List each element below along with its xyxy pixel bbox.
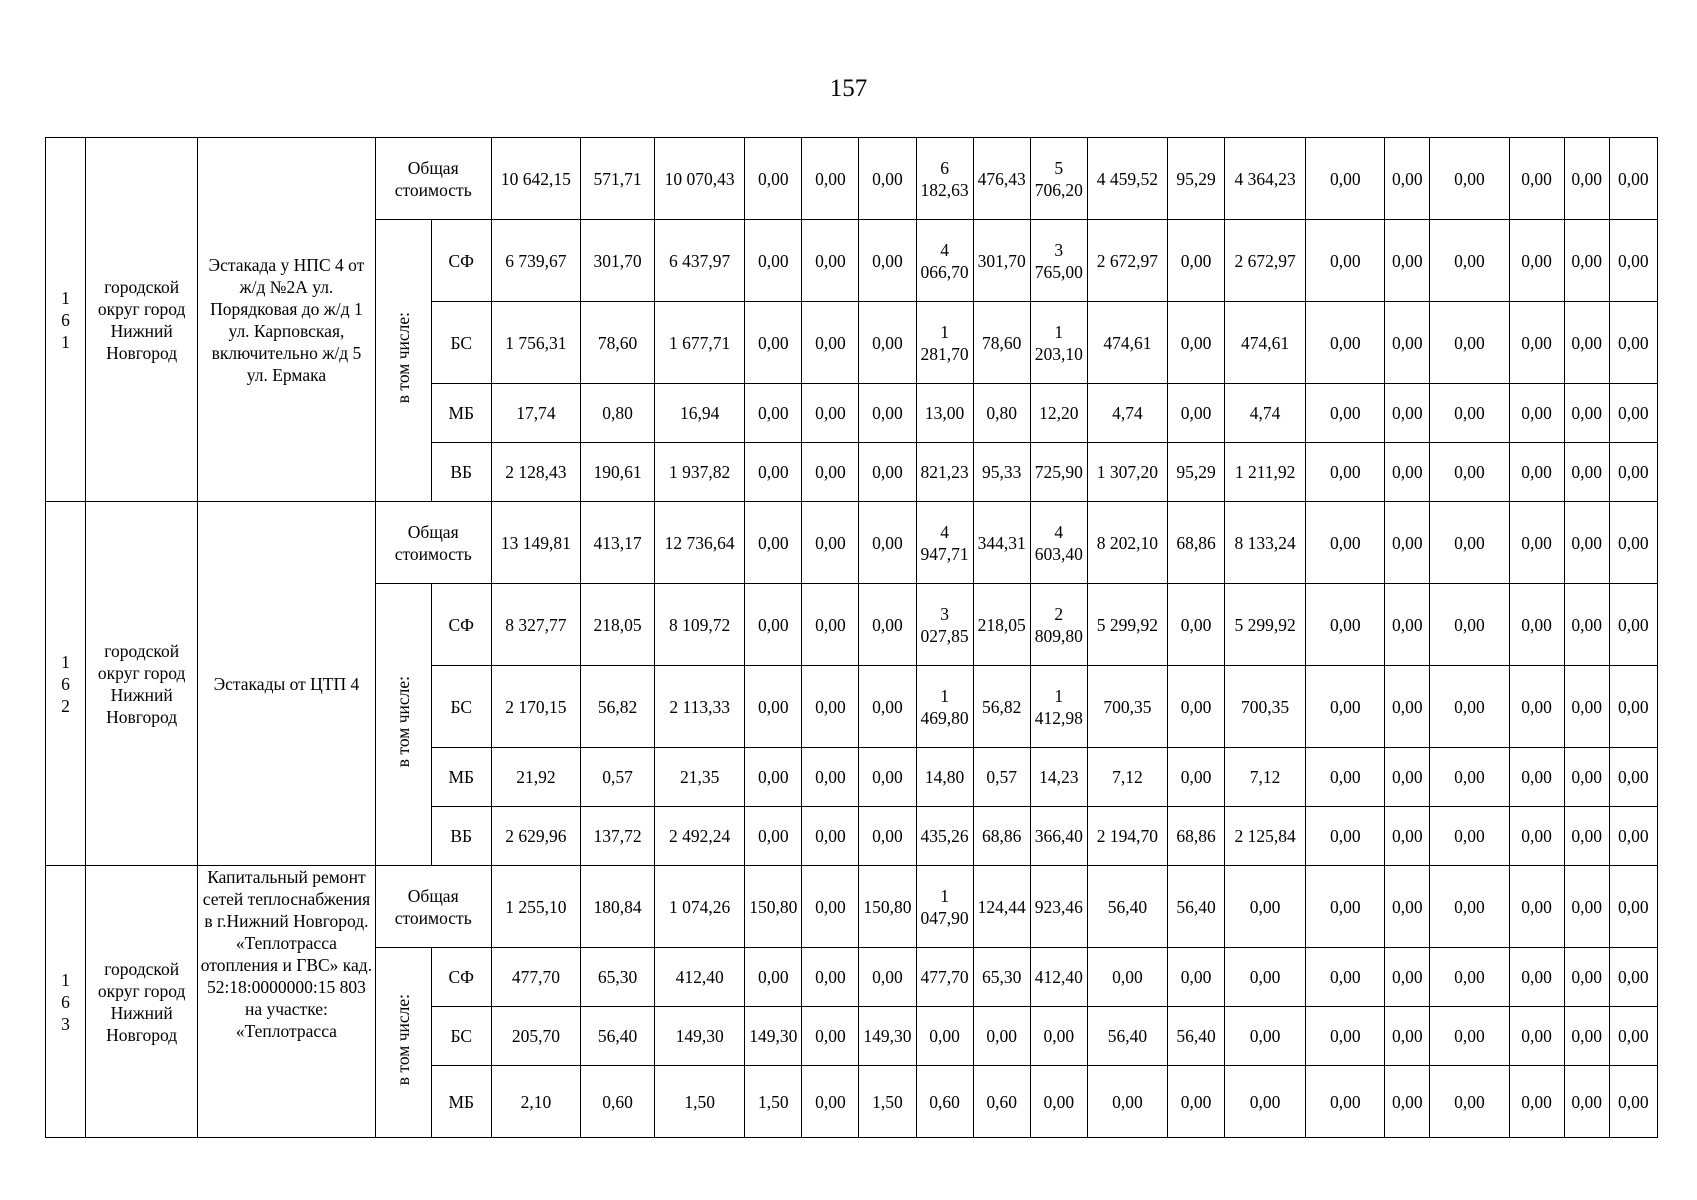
value-cell: 1 937,82 [655,443,745,502]
value-cell: 0,80 [580,384,654,443]
value-cell: 0,00 [1430,1066,1509,1138]
value-cell: 8 327,77 [491,584,580,666]
value-cell: 0,00 [802,948,859,1007]
value-cell: 0,00 [1167,666,1224,748]
value-cell: 0,00 [859,220,916,302]
value-cell: 0,00 [1564,948,1609,1007]
value-cell: 0,00 [1167,302,1224,384]
value-cell: 0,00 [1430,220,1509,302]
value-cell: 5 706,20 [1030,138,1087,220]
value-cell: 0,00 [745,948,802,1007]
source-label-cell: ВБ [431,807,491,866]
value-cell: 95,33 [973,443,1030,502]
municipality-cell: городской округ город Нижний Новгород [86,138,198,502]
value-cell: 0,00 [1087,948,1167,1007]
value-cell: 0,00 [802,1066,859,1138]
value-cell: 0,00 [1509,807,1564,866]
value-cell: 477,70 [916,948,973,1007]
value-cell: 68,86 [1167,807,1224,866]
value-cell: 0,00 [1609,807,1657,866]
value-cell: 8 109,72 [655,584,745,666]
value-cell: 1,50 [859,1066,916,1138]
value-cell: 5 299,92 [1225,584,1306,666]
value-cell: 78,60 [580,302,654,384]
value-cell: 1,50 [655,1066,745,1138]
value-cell: 0,00 [1167,384,1224,443]
value-cell: 0,00 [802,1007,859,1066]
value-cell: 0,00 [1509,866,1564,948]
value-cell: 435,26 [916,807,973,866]
value-cell: 0,00 [1509,384,1564,443]
total-label-cell: Общая стоимость [375,866,491,948]
value-cell: 1 255,10 [491,866,580,948]
value-cell: 2 113,33 [655,666,745,748]
source-label-cell: БС [431,1007,491,1066]
value-cell: 344,31 [973,502,1030,584]
value-cell: 4 364,23 [1225,138,1306,220]
value-cell: 0,00 [1385,666,1430,748]
value-cell: 0,00 [1385,1066,1430,1138]
value-cell: 0,00 [1306,584,1385,666]
value-cell: 0,00 [1430,138,1509,220]
value-cell: 0,00 [1306,138,1385,220]
value-cell: 0,00 [859,502,916,584]
source-label-cell: МБ [431,384,491,443]
value-cell: 700,35 [1087,666,1167,748]
value-cell: 1 469,80 [916,666,973,748]
value-cell: 56,82 [973,666,1030,748]
value-cell: 17,74 [491,384,580,443]
value-cell: 0,00 [1609,220,1657,302]
value-cell: 0,00 [859,384,916,443]
value-cell: 2 672,97 [1087,220,1167,302]
value-cell: 5 299,92 [1087,584,1167,666]
value-cell: 12,20 [1030,384,1087,443]
value-cell: 218,05 [973,584,1030,666]
value-cell: 0,00 [1509,1066,1564,1138]
value-cell: 0,00 [1564,748,1609,807]
value-cell: 0,00 [1306,502,1385,584]
value-cell: 0,00 [1564,666,1609,748]
value-cell: 21,92 [491,748,580,807]
value-cell: 0,00 [859,138,916,220]
value-cell: 190,61 [580,443,654,502]
value-cell: 0,00 [1167,1066,1224,1138]
value-cell: 821,23 [916,443,973,502]
value-cell: 0,00 [1430,302,1509,384]
value-cell: 0,00 [1385,302,1430,384]
value-cell: 1 281,70 [916,302,973,384]
source-label-cell: БС [431,302,491,384]
value-cell: 124,44 [973,866,1030,948]
source-label-cell: ВБ [431,443,491,502]
table-row-total [46,866,1658,948]
value-cell: 301,70 [973,220,1030,302]
value-cell: 0,00 [1385,948,1430,1007]
value-cell: 0,00 [1509,948,1564,1007]
object-name-cell: Капитальный ремонт сетей теплоснабжения в г.Нижний Новгород. «Теплотрасса отопления и ГВС» кад. 52:18:0000000:15 803 на участке: «Теплотрасса [198,866,375,1138]
value-cell: 4 459,52 [1087,138,1167,220]
value-cell: 0,57 [580,748,654,807]
value-cell: 2 128,43 [491,443,580,502]
value-cell: 1,50 [745,1066,802,1138]
row-index [46,502,86,866]
value-cell: 137,72 [580,807,654,866]
value-cell: 149,30 [655,1007,745,1066]
value-cell: 0,00 [802,502,859,584]
value-cell: 56,82 [580,666,654,748]
value-cell: 0,00 [1385,748,1430,807]
value-cell: 56,40 [1167,1007,1224,1066]
value-cell: 7,12 [1087,748,1167,807]
value-cell: 0,00 [1564,866,1609,948]
row-index-digit: 1 [61,331,70,352]
source-label-cell: СФ [431,584,491,666]
value-cell: 0,00 [745,584,802,666]
value-cell: 474,61 [1225,302,1306,384]
value-cell: 1 307,20 [1087,443,1167,502]
value-cell: 0,00 [1609,666,1657,748]
value-cell: 0,00 [1306,302,1385,384]
value-cell: 0,00 [1385,807,1430,866]
value-cell: 0,00 [1430,666,1509,748]
value-cell: 1 074,26 [655,866,745,948]
value-cell: 0,00 [1306,666,1385,748]
value-cell: 0,00 [1306,384,1385,443]
value-cell: 65,30 [580,948,654,1007]
value-cell: 0,00 [1225,1007,1306,1066]
value-cell: 0,00 [1509,584,1564,666]
value-cell: 2,10 [491,1066,580,1138]
municipality-cell: городской округ город Нижний Новгород [86,866,198,1138]
value-cell: 0,00 [1509,138,1564,220]
value-cell: 0,00 [1609,866,1657,948]
value-cell: 1 756,31 [491,302,580,384]
value-cell: 56,40 [1087,866,1167,948]
value-cell: 4,74 [1225,384,1306,443]
value-cell: 0,00 [859,666,916,748]
value-cell: 150,80 [859,866,916,948]
value-cell: 1 211,92 [1225,443,1306,502]
value-cell: 0,00 [1430,584,1509,666]
row-index-digit: 3 [61,1013,70,1034]
including-label: в том числе: [393,312,414,404]
value-cell: 0,00 [1385,220,1430,302]
value-cell: 1 203,10 [1030,302,1087,384]
value-cell: 4 947,71 [916,502,973,584]
value-cell: 0,80 [973,384,1030,443]
including-label-cell [375,220,431,502]
value-cell: 56,40 [580,1007,654,1066]
value-cell: 0,00 [802,302,859,384]
value-cell: 0,00 [1609,384,1657,443]
value-cell: 95,29 [1167,138,1224,220]
page-number: 157 [829,75,868,102]
value-cell: 0,00 [1609,748,1657,807]
value-cell: 0,00 [1564,584,1609,666]
value-cell: 0,60 [916,1066,973,1138]
value-cell: 8 133,24 [1225,502,1306,584]
value-cell: 413,17 [580,502,654,584]
row-index-digit: 6 [61,991,70,1012]
value-cell: 0,00 [1609,584,1657,666]
value-cell: 0,00 [1564,302,1609,384]
value-cell: 0,00 [1609,302,1657,384]
value-cell: 0,00 [1087,1066,1167,1138]
budget-table [45,137,1658,1138]
including-label-cell [375,948,431,1138]
value-cell: 0,00 [1609,443,1657,502]
table-row-total [46,502,1658,584]
value-cell: 474,61 [1087,302,1167,384]
value-cell: 412,40 [655,948,745,1007]
value-cell: 0,00 [802,748,859,807]
object-name-cell: Эстакады от ЦТП 4 [198,502,375,866]
source-label-cell: МБ [431,1066,491,1138]
value-cell: 0,00 [745,748,802,807]
including-label: в том числе: [393,676,414,768]
value-cell: 301,70 [580,220,654,302]
value-cell: 0,00 [1385,584,1430,666]
value-cell: 0,00 [1509,502,1564,584]
value-cell: 0,00 [1306,948,1385,1007]
total-label-cell: Общая стоимость [375,138,491,220]
value-cell: 0,00 [859,302,916,384]
value-cell: 2 809,80 [1030,584,1087,666]
value-cell: 78,60 [973,302,1030,384]
value-cell: 4,74 [1087,384,1167,443]
value-cell: 14,80 [916,748,973,807]
value-cell: 0,00 [1306,807,1385,866]
including-label: в том числе: [393,994,414,1086]
value-cell: 0,00 [802,866,859,948]
value-cell: 205,70 [491,1007,580,1066]
value-cell: 0,00 [1564,220,1609,302]
value-cell: 149,30 [745,1007,802,1066]
source-label-cell: СФ [431,948,491,1007]
value-cell: 0,00 [745,443,802,502]
value-cell: 2 125,84 [1225,807,1306,866]
value-cell: 0,00 [1430,948,1509,1007]
value-cell: 0,00 [859,948,916,1007]
value-cell: 218,05 [580,584,654,666]
value-cell: 0,00 [1430,384,1509,443]
value-cell: 0,00 [745,502,802,584]
value-cell: 0,00 [1564,502,1609,584]
value-cell: 0,00 [802,138,859,220]
including-label-cell [375,584,431,866]
value-cell: 725,90 [1030,443,1087,502]
value-cell: 0,00 [745,384,802,443]
value-cell: 412,40 [1030,948,1087,1007]
value-cell: 1 412,98 [1030,666,1087,748]
value-cell: 0,00 [802,666,859,748]
value-cell: 1 047,90 [916,866,973,948]
value-cell: 0,00 [1564,443,1609,502]
value-cell: 0,00 [1385,384,1430,443]
row-index-digit: 1 [61,651,70,672]
value-cell: 0,00 [745,220,802,302]
value-cell: 0,00 [1609,502,1657,584]
value-cell: 14,23 [1030,748,1087,807]
value-cell: 12 736,64 [655,502,745,584]
value-cell: 56,40 [1167,866,1224,948]
row-index-digit: 6 [61,309,70,330]
value-cell: 923,46 [1030,866,1087,948]
value-cell: 0,00 [1225,948,1306,1007]
object-name-cell: Эстакада у НПС 4 от ж/д №2А ул. Порядковая до ж/д 1 ул. Карповская, включительно ж/д 5 ул. Ермака [198,138,375,502]
value-cell: 4 066,70 [916,220,973,302]
value-cell: 1 677,71 [655,302,745,384]
value-cell: 0,00 [1430,502,1509,584]
value-cell: 0,00 [1030,1007,1087,1066]
value-cell: 0,00 [859,807,916,866]
value-cell: 7,12 [1225,748,1306,807]
value-cell: 0,00 [745,666,802,748]
value-cell: 0,00 [1509,666,1564,748]
value-cell: 0,00 [1430,807,1509,866]
value-cell: 0,00 [802,584,859,666]
value-cell: 0,00 [745,807,802,866]
row-index-digit: 1 [61,969,70,990]
value-cell: 0,00 [1306,748,1385,807]
value-cell: 0,00 [802,807,859,866]
value-cell: 0,00 [1509,220,1564,302]
value-cell: 0,00 [745,302,802,384]
value-cell: 13,00 [916,384,973,443]
value-cell: 476,43 [973,138,1030,220]
value-cell: 0,00 [1167,948,1224,1007]
value-cell: 0,57 [973,748,1030,807]
value-cell: 2 629,96 [491,807,580,866]
value-cell: 0,00 [1167,220,1224,302]
value-cell: 0,00 [1564,1007,1609,1066]
source-label-cell: МБ [431,748,491,807]
row-index [46,138,86,502]
value-cell: 8 202,10 [1087,502,1167,584]
value-cell: 0,00 [1509,302,1564,384]
value-cell: 0,00 [859,748,916,807]
value-cell: 3 765,00 [1030,220,1087,302]
value-cell: 366,40 [1030,807,1087,866]
row-index-digit: 1 [61,287,70,308]
table-row-total [46,138,1658,220]
row-index-digit: 2 [61,695,70,716]
value-cell: 0,60 [580,1066,654,1138]
value-cell: 0,00 [916,1007,973,1066]
value-cell: 0,00 [1306,1066,1385,1138]
value-cell: 0,00 [1564,1066,1609,1138]
value-cell: 68,86 [973,807,1030,866]
value-cell: 0,00 [1385,1007,1430,1066]
value-cell: 0,00 [859,584,916,666]
value-cell: 6 182,63 [916,138,973,220]
municipality-cell: городской округ город Нижний Новгород [86,502,198,866]
value-cell: 0,00 [1306,866,1385,948]
value-cell: 2 170,15 [491,666,580,748]
value-cell: 95,29 [1167,443,1224,502]
value-cell: 0,00 [1030,1066,1087,1138]
value-cell: 0,00 [802,220,859,302]
value-cell: 0,00 [1509,443,1564,502]
value-cell: 0,00 [802,443,859,502]
value-cell: 0,00 [1609,1066,1657,1138]
value-cell: 0,00 [973,1007,1030,1066]
value-cell: 10 642,15 [491,138,580,220]
value-cell: 0,00 [1385,443,1430,502]
value-cell: 0,00 [745,138,802,220]
value-cell: 10 070,43 [655,138,745,220]
total-label-cell: Общая стоимость [375,502,491,584]
value-cell: 6 437,97 [655,220,745,302]
value-cell: 0,60 [973,1066,1030,1138]
value-cell: 68,86 [1167,502,1224,584]
value-cell: 149,30 [859,1007,916,1066]
value-cell: 0,00 [1564,807,1609,866]
value-cell: 0,00 [1430,1007,1509,1066]
value-cell: 0,00 [1385,866,1430,948]
value-cell: 0,00 [1385,502,1430,584]
row-index [46,866,86,1138]
value-cell: 0,00 [1306,443,1385,502]
value-cell: 0,00 [859,443,916,502]
value-cell: 0,00 [1385,138,1430,220]
value-cell: 0,00 [1430,748,1509,807]
value-cell: 0,00 [1609,1007,1657,1066]
value-cell: 0,00 [1225,1066,1306,1138]
value-cell: 0,00 [1430,866,1509,948]
value-cell: 2 672,97 [1225,220,1306,302]
value-cell: 6 739,67 [491,220,580,302]
value-cell: 16,94 [655,384,745,443]
value-cell: 0,00 [1609,138,1657,220]
value-cell: 0,00 [1564,384,1609,443]
value-cell: 3 027,85 [916,584,973,666]
value-cell: 0,00 [1564,138,1609,220]
source-label-cell: БС [431,666,491,748]
value-cell: 0,00 [1509,748,1564,807]
value-cell: 0,00 [802,384,859,443]
value-cell: 571,71 [580,138,654,220]
value-cell: 0,00 [1306,220,1385,302]
value-cell: 150,80 [745,866,802,948]
value-cell: 180,84 [580,866,654,948]
row-index-digit: 6 [61,673,70,694]
value-cell: 21,35 [655,748,745,807]
value-cell: 2 492,24 [655,807,745,866]
value-cell: 2 194,70 [1087,807,1167,866]
value-cell: 0,00 [1225,866,1306,948]
value-cell: 0,00 [1609,948,1657,1007]
value-cell: 4 603,40 [1030,502,1087,584]
value-cell: 13 149,81 [491,502,580,584]
value-cell: 700,35 [1225,666,1306,748]
value-cell: 56,40 [1087,1007,1167,1066]
value-cell: 0,00 [1430,443,1509,502]
value-cell: 0,00 [1167,748,1224,807]
value-cell: 0,00 [1306,1007,1385,1066]
value-cell: 0,00 [1509,1007,1564,1066]
value-cell: 65,30 [973,948,1030,1007]
value-cell: 0,00 [1167,584,1224,666]
source-label-cell: СФ [431,220,491,302]
value-cell: 477,70 [491,948,580,1007]
